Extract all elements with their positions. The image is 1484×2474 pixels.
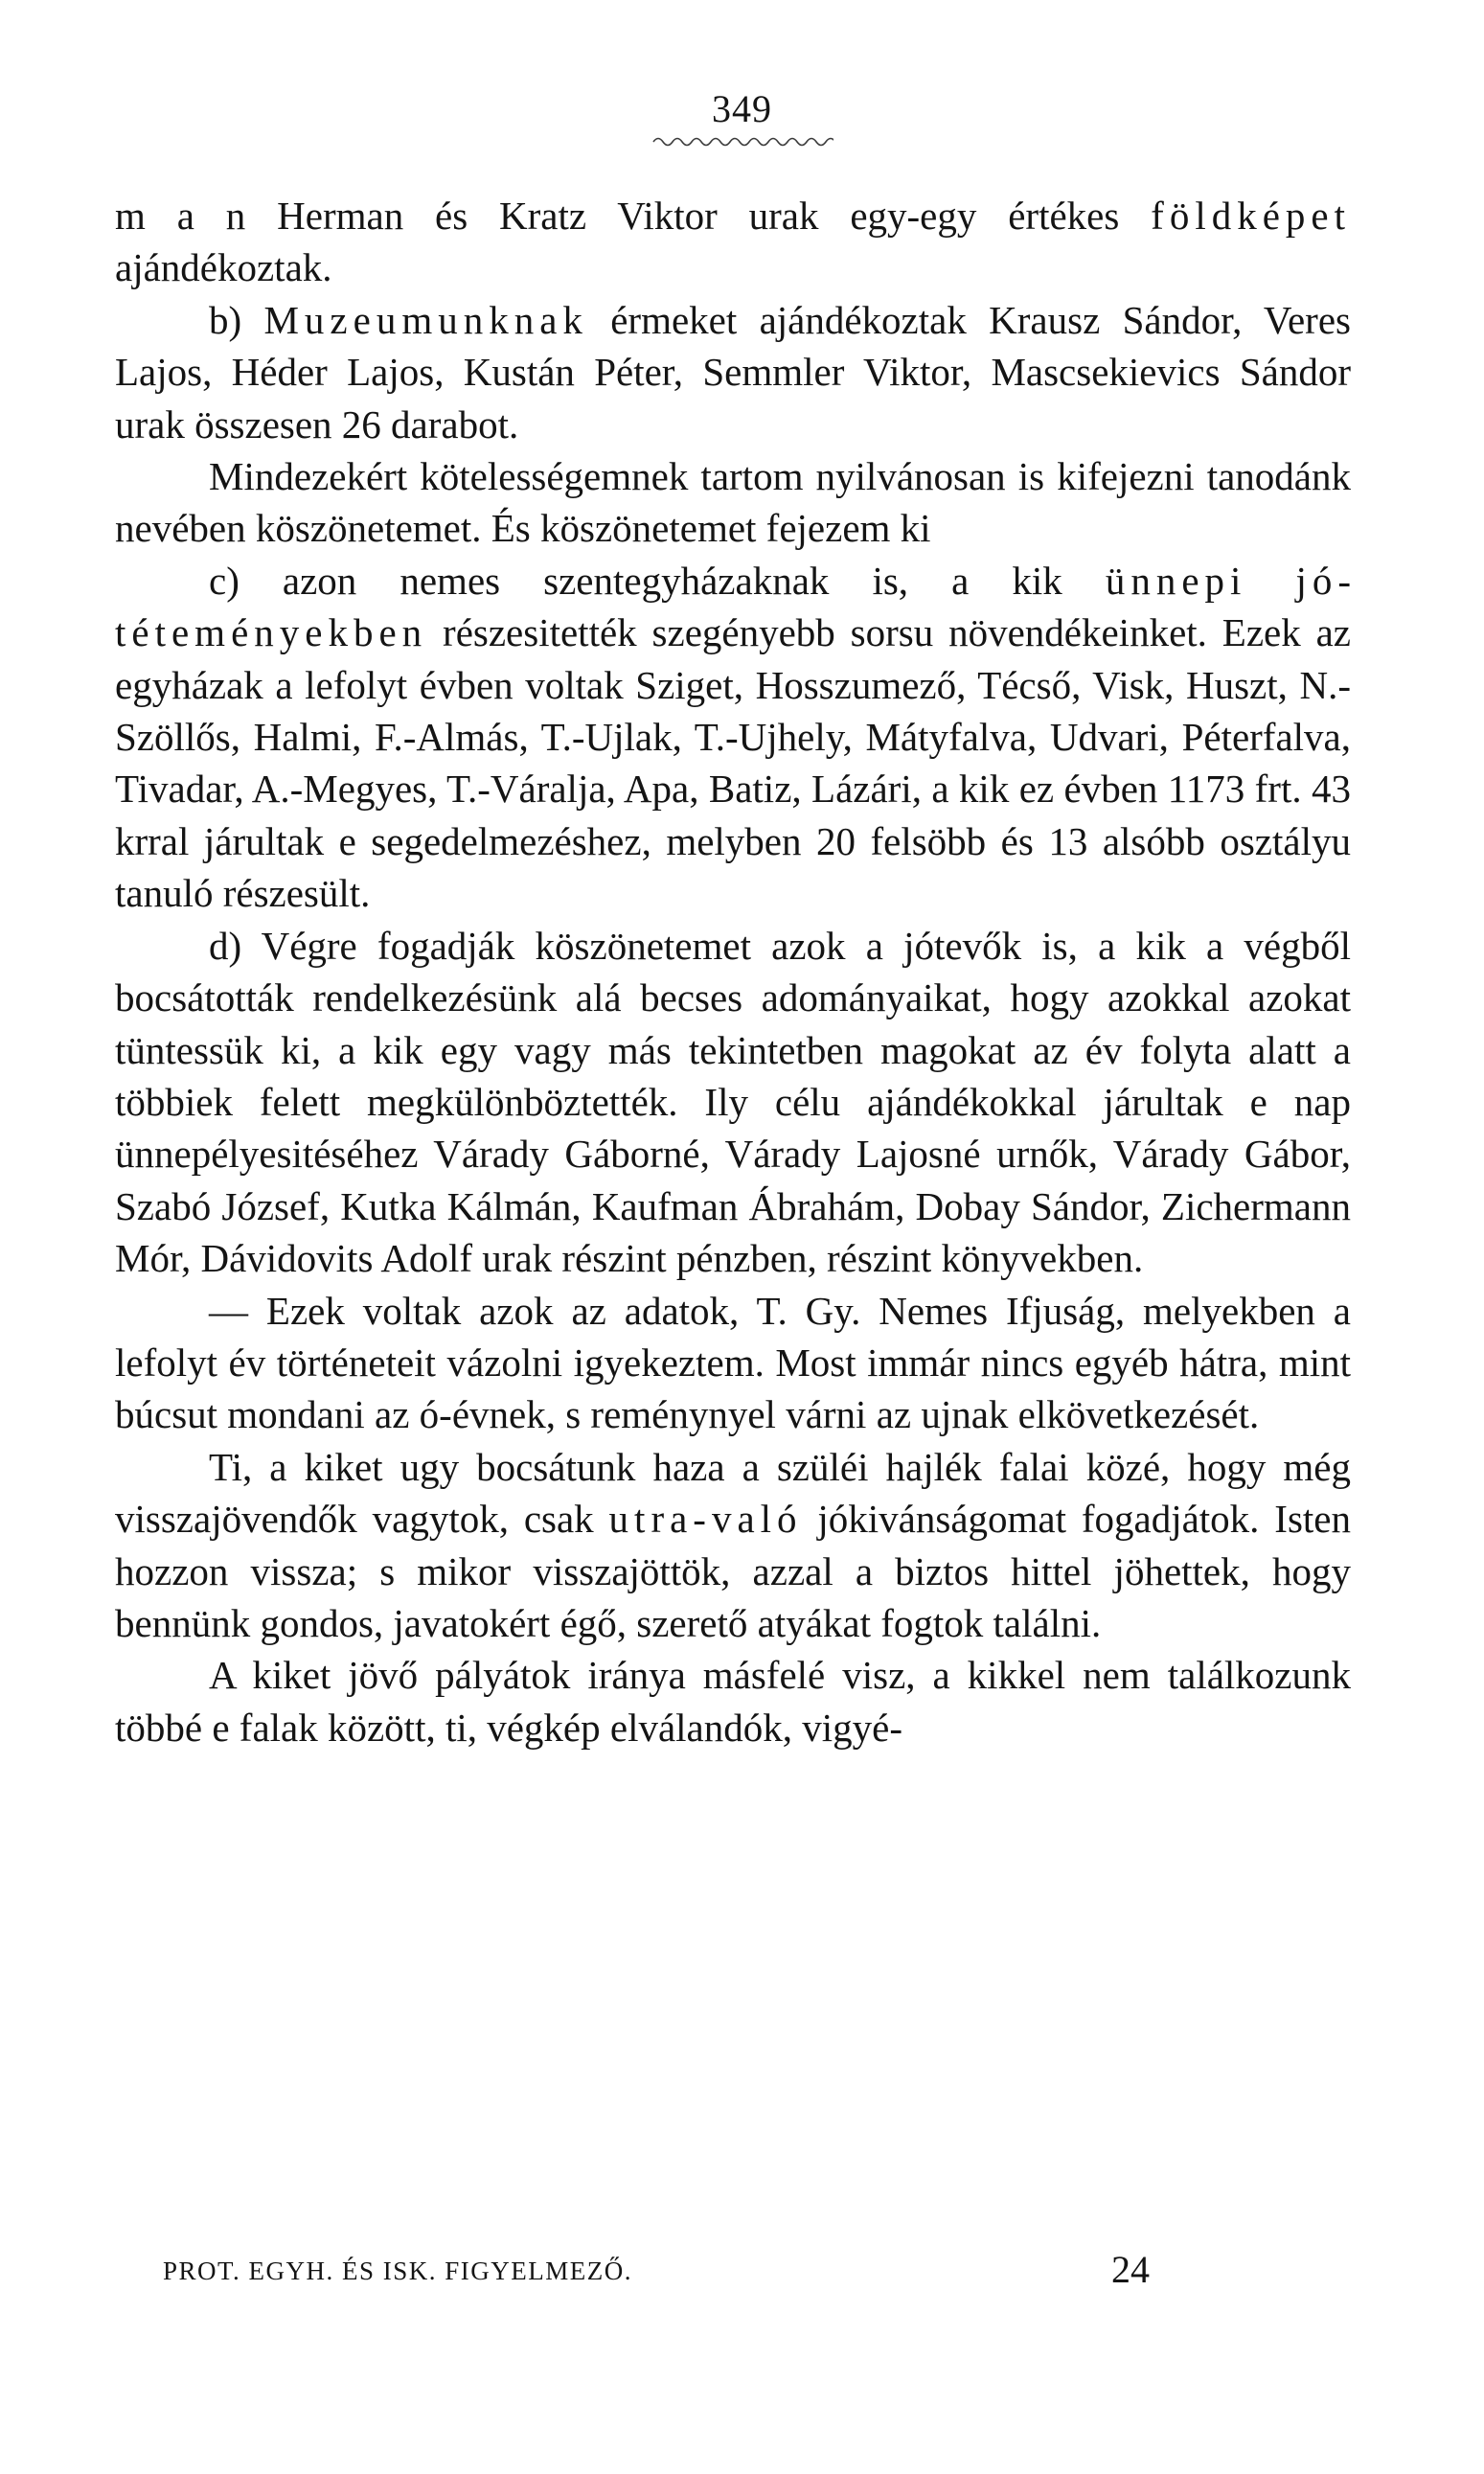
page-number: 349 <box>712 87 772 130</box>
wavy-rule-ornament <box>651 134 833 149</box>
paragraph <box>115 294 1351 450</box>
signature-mark: 24 <box>1111 2248 1150 2291</box>
text-run: — Ezek voltak azok az adatok, T. Gy. Nemes Ifjuság, melyekben a lefolyt év történeteit vázolni igyekeztem. Most immár nincs egyéb hátra, mint búcsut mondani az ó-évnek, s reménynyel várni az ujnak elkövetkezését. <box>115 1288 1351 1437</box>
text-run: Ti, a kiket ugy bocsátunk haza a szüléi hajlék falai közé, hogy még visszajövendők vagytok, csak <box>115 1444 1351 1542</box>
text-run: b) <box>209 297 264 342</box>
paragraph <box>115 920 1351 1285</box>
body-text <box>115 190 1351 1753</box>
text-run: Mindezekért kötelességemnek tartom nyilvánosan is kifejezni tanodánk nevében köszönetemet. És köszönetemet fejezem ki <box>115 454 1351 551</box>
page-header <box>0 88 1484 149</box>
text-run: jókivánságomat fogadjátok. Isten hozzon vissza; s mikor visszajöttök, azzal a biztos hittel jöhettek, hogy bennünk gondos, javatokért égő, szerető atyákat fogtok találni. <box>115 1497 1351 1645</box>
text-run: részesitették szegényebb sorsu növendékeinket. Ezek az egyházak a lefolyt évben voltak Sziget, Hosszumező, Técső, Visk, Huszt, N.-Szöllős, Halmi, F.-Almás, T.-Ujlak, T.-Ujhely, Mátyfalva, Udvari, Péterfalva, Tivadar, A.-Megyes, T.-Váralja, Apa, Batiz, Lázári, a kik ez évben 1173 frt. 43 krral járultak e segedelmezéshez, melyben 20 felsöbb és 13 alsóbb osztályu tanuló részesült. <box>115 610 1351 916</box>
paragraph <box>115 555 1351 920</box>
spaced-emphasis: Muzeumunknak <box>263 297 588 342</box>
paragraph <box>115 1649 1351 1753</box>
paragraph <box>115 1285 1351 1441</box>
spaced-emphasis: földképet <box>1151 194 1352 238</box>
paragraph <box>115 190 1351 294</box>
text-run: d) Végre fogadják köszönetemet azok a jótevők is, a kik a végből bocsátották rendelkezésünk alá becses adományaikat, hogy azokkal azokat tüntessük ki, a kik egy vagy más tekintetben magokat az év folyta alatt a többiek felett megkülönböztették. Ily célu ajándékokkal járultak e nap ünnepélyesitéséhez Várady Gáborné, Várady Lajosné urnők, Várady Gábor, Szabó József, Kutka Kálmán, Kaufman Ábrahám, Dobay Sándor, Zichermann Mór, Dávidovits Adolf urak részint pénzben, részint könyvekben. <box>115 923 1351 1281</box>
text-run: c) azon nemes szentegyházaknak is, a kik <box>209 558 1106 603</box>
text-run: érmeket ajándékoztak Krausz Sándor, Veres Lajos, Héder Lajos, Kustán Péter, Semmler Viktor, Mascsekievics Sándor urak összesen 26 darabot. <box>115 297 1351 447</box>
paragraph <box>115 450 1351 555</box>
text-run: ajándékoztak. <box>115 245 332 290</box>
journal-title: PROT. EGYH. ÉS ISK. FIGYELMEZŐ. <box>163 2256 632 2285</box>
text-run: A kiket jövő pályátok iránya másfelé visz, a kikkel nem találkozunk többé e falak között, ti, végkép elválandók, vigyé- <box>115 1653 1351 1750</box>
text-run: Herman és Kratz Viktor urak egy-egy értékes <box>245 194 1152 238</box>
page-footer <box>163 2247 1150 2295</box>
spaced-emphasis: ünnepi jótéteményekben <box>115 558 1352 655</box>
text-run: m a n <box>115 194 246 238</box>
spaced-emphasis: utra-való <box>608 1497 803 1542</box>
paragraph <box>115 1441 1351 1650</box>
